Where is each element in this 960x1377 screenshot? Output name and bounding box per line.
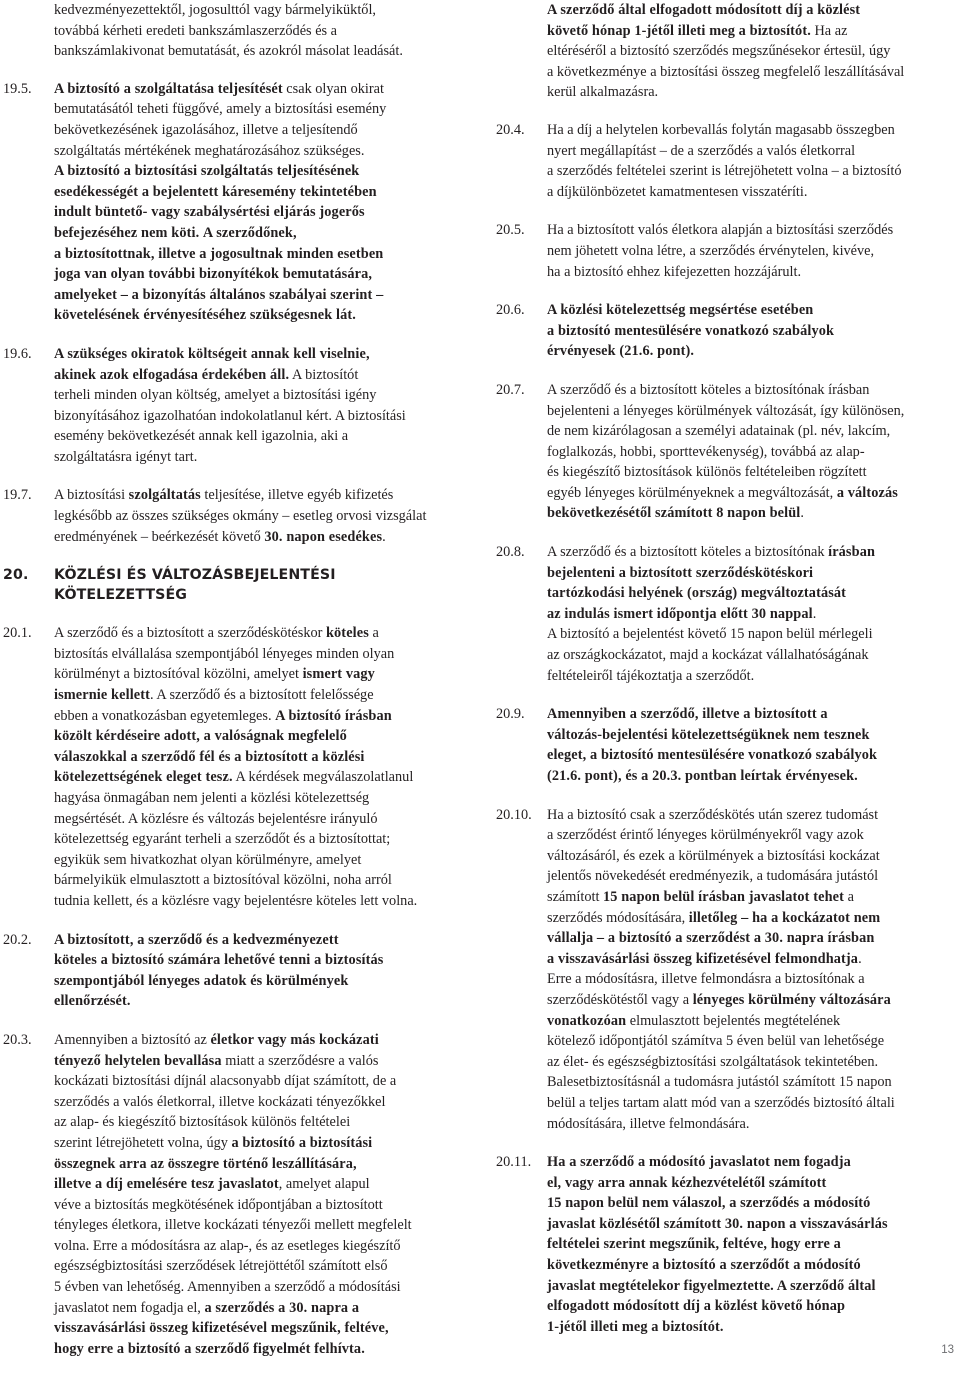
continued-paragraph: [496, 0, 958, 103]
section-20-7: [496, 380, 958, 524]
section-heading-20: [0, 565, 470, 605]
bold-text-run: A szerződőnek,: [202, 224, 297, 241]
section-20-6: [496, 300, 958, 362]
bold-text-run: a biztosítottnak, illetve a jogosultnak minden esetben: [54, 245, 384, 262]
text-run: szerződés módosítására,: [547, 909, 689, 926]
text-run: az élet- és egészségbiztosítási szolgáltatások tekintetében.: [547, 1053, 879, 1070]
bold-text-run: szolgáltatás: [128, 487, 201, 504]
text-run: bankszámlakivonat bemutatását, és azokról másolat leadását.: [54, 43, 403, 60]
bold-text-run: vállalja – a biztosító a szerződést a 30. napra írásban: [547, 930, 875, 947]
bold-text-run: 15 napon belül írásban javaslatot tehet: [603, 888, 844, 905]
text-run: kötelező időpontjától számítva 5 éven belül van lehetősége: [547, 1033, 885, 1050]
text-run: esemény bekövetkezését annak kell igazolnia, aki a: [54, 428, 349, 445]
text-run: Balesetbiztosításnál a tudomásra jutástól számított 15 napon: [547, 1074, 892, 1091]
text-run: Ha a biztosító csak a szerződéskötés után szerez tudomást: [547, 806, 879, 823]
section-number: 20.11.: [496, 1154, 532, 1171]
text-run: szerint létrejöhetett volna, úgy: [54, 1134, 232, 1151]
text-run: szolgáltatás mértékének meghatározásához szükséges.: [54, 142, 365, 159]
text-run: ha a biztosító ehhez kifejezetten hozzájárult.: [547, 263, 802, 280]
bold-text-run: javaslat megtételekor figyelmeztette. A szerződő által: [547, 1277, 876, 1294]
paragraph-text: [54, 344, 470, 468]
text-run: A szerződő és a biztosított köteles a biztosítónak: [547, 544, 829, 561]
text-run: Ha az: [810, 22, 848, 39]
bold-text-run: joga van olyan további bizonyítékok bemutatására,: [54, 266, 373, 283]
text-run: a szerződés feltételei szerint is létrejöhetett volna – a biztosító: [547, 163, 902, 180]
bold-text-run: ismernie kellett: [54, 687, 151, 704]
text-run: a: [368, 625, 379, 642]
bold-text-run: A biztosított, a szerződő és a kedvezményezett: [54, 931, 339, 948]
text-run: egyikük sem hivatkozhat olyan körülményre, amelyet: [54, 851, 362, 868]
text-run: Erre a módosításra, illetve felmondásra a biztosítónak a: [547, 971, 865, 988]
text-run: bemutatásától teheti függővé, amely a biztosítási esemény: [54, 101, 387, 118]
paragraph-text: [54, 1030, 470, 1360]
text-run: szolgáltatásra igényt tart.: [54, 448, 198, 465]
bold-text-run: követelésének érvényesítéséhez szükségesnek lát.: [54, 307, 356, 324]
text-run: jelentős növekedését eredményezik, a tudomására jutástól: [547, 868, 879, 885]
text-run: terheli minden olyan költség, amelyet a biztosítási igény: [54, 387, 377, 404]
bold-text-run: feltételei szerint megszűnik, feltéve, hogy erre a: [547, 1236, 841, 1253]
text-run: véve a biztosítás megkötésének időpontjában a biztosított: [54, 1196, 383, 1213]
text-run: számított: [547, 888, 603, 905]
bold-text-run: A biztosító a biztosítási szolgáltatás teljesítésének: [54, 163, 360, 180]
section-number: 19.6.: [3, 345, 32, 362]
text-run: bizonyításához igazolhatóan indokolatlanul kért. A biztosítási: [54, 407, 406, 424]
text-run: nyert megállapítást – de a szerződés a valós életkorral: [547, 142, 856, 159]
section-20-3: [0, 1030, 470, 1360]
paragraph-text: [547, 0, 958, 103]
bold-text-run: közölt kérdéseire adott, a valóságnak megfelelő: [54, 728, 347, 745]
text-run: A biztosító a bejelentést követő 15 napon belül mérlegeli: [547, 626, 873, 643]
text-run: bármelyikük elmulasztott a biztosítóval közölni, noha arról: [54, 872, 392, 889]
bold-text-run: ellenőrzését.: [54, 993, 131, 1010]
section-number: 20.6.: [496, 302, 525, 319]
bold-text-run: lényeges körülmény változására: [692, 991, 891, 1008]
paragraph-text: [547, 120, 958, 202]
page-number: 13: [941, 1344, 954, 1356]
heading-title: KÖZLÉSI ÉS VÁLTOZÁSBEJELENTÉSI KÖTELEZETTSÉG: [54, 567, 336, 604]
text-run: miatt a szerződésre a valós: [221, 1052, 379, 1069]
bold-text-run: a visszavásárlási összeg kifizetésével felmondhatja: [547, 950, 859, 967]
paragraph-text: [547, 300, 958, 362]
text-run: a: [844, 888, 854, 905]
text-run: .: [382, 528, 386, 545]
bold-text-run: A közlési kötelezettség megsértése esetében: [547, 302, 814, 319]
section-number: 20.1.: [3, 625, 32, 642]
section-number: 20.8.: [496, 544, 525, 561]
text-run: Amennyiben a biztosító az: [54, 1031, 211, 1048]
bold-text-run: Ha a szerződő a módosító javaslatot nem fogadja: [547, 1154, 851, 1171]
bold-text-run: akinek azok elfogadása érdekében áll.: [54, 366, 290, 383]
paragraph-text: [54, 930, 470, 1012]
bold-text-run: bekövetkezésétől számított 8 napon belül: [547, 505, 801, 522]
text-run: eltéréséről a biztosító szerződés megszűnésekor értesül, úgy: [547, 43, 891, 60]
continued-paragraph: [0, 0, 470, 62]
text-run: A biztosítót: [289, 366, 359, 383]
bold-text-run: köteles: [325, 625, 369, 642]
bold-text-run: hogy erre a biztosító a szerződő figyelmét felhívta.: [54, 1340, 365, 1357]
left-column: [0, 0, 470, 1377]
section-number: 20.3.: [3, 1031, 32, 1048]
text-run: A biztosítási: [54, 487, 129, 504]
bold-text-run: A szükséges okiratok költségeit annak kell viselnie,: [54, 345, 370, 362]
bold-text-run: A biztosító a szolgáltatása teljesítését: [54, 80, 283, 97]
bold-text-run: el, vagy arra annak kézhezvételétől számított: [547, 1174, 827, 1191]
bold-text-run: amelyeket – a bizonyítás általános szabályai szerint –: [54, 286, 384, 303]
text-run: hagyása önmagában nem jelenti a közlési kötelezettség: [54, 790, 370, 806]
text-run: továbbá kérheti eredeti bankszámlaszerződés és a: [54, 22, 338, 39]
paragraph-text: [547, 220, 958, 282]
text-run: a következménye a biztosítási összeg megfelelő leszállításával: [547, 63, 905, 80]
text-run: bekövetkezésének igazolásához, illetve a teljesítendő: [54, 121, 358, 138]
section-number: 20.10.: [496, 806, 532, 823]
bold-text-run: vonatkozóan: [547, 1012, 627, 1029]
paragraph-text: [547, 380, 958, 524]
text-run: tudnia kellett, és a közlésre vagy bejelentésre köteles lett volna.: [54, 892, 418, 909]
bold-text-run: A biztosító írásban: [275, 707, 392, 724]
text-run: kötelezettség egyaránt terheli a szerződőt és a biztosítottat;: [54, 831, 391, 848]
paragraph-text: [547, 805, 958, 1135]
bold-text-run: a szerződés a 30. napra a: [204, 1299, 360, 1316]
bold-text-run: visszavásárlási összeg kifizetésével megszűnik, feltéve,: [54, 1320, 389, 1337]
bold-text-run: indult büntető- vagy szabálysértési eljárás jogerős: [54, 204, 365, 221]
bold-text-run: illetőleg – ha a kockázatot nem: [688, 909, 881, 926]
section-20-11: [496, 1152, 958, 1337]
text-run: változásáról, és ezek a körülmények a biztosítási kockázat: [547, 847, 880, 864]
bold-text-run: a biztosító a biztosítási: [231, 1134, 373, 1151]
heading-number: 20.: [3, 567, 29, 584]
bold-text-run: változás-bejelentési kötelezettségüknek nem tesznek: [547, 726, 870, 743]
bold-text-run: (21.6. pont), és a 20.3. pontban leírtak érvényesek.: [547, 768, 858, 784]
paragraph-text: [547, 1152, 958, 1337]
text-run: szerződéskötéstől vagy a: [547, 991, 693, 1008]
text-run: A szerződő és a biztosított köteles a biztosítónak írásban: [547, 381, 870, 398]
text-run: feltételeiről tájékoztatja a szerződőt.: [547, 667, 755, 684]
text-run: egészségbiztosítási szerződések létrejöttétől számított első: [54, 1258, 388, 1275]
bold-text-run: esedékességét a bejelentett káresemény tekintetében: [54, 183, 377, 200]
section-20-5: [496, 220, 958, 282]
bold-text-run: 30. napon esedékes: [264, 528, 383, 545]
text-run: A szerződő és a biztosított a szerződéskötéskor: [54, 625, 326, 642]
section-number: 19.5.: [3, 80, 32, 97]
section-20-8: [496, 542, 958, 686]
text-run: teljesítése, illetve egyéb kifizetés: [200, 487, 394, 504]
bold-text-run: szempontjából lényeges adatok és körülmények: [54, 972, 349, 989]
text-run: megsértését. A közlésre és változás bejelentésre irányuló: [54, 810, 378, 827]
text-run: , amelyet alapul: [278, 1176, 370, 1193]
text-run: szerződés a valós életkorral, illetve kockázati tényezőkkel: [54, 1093, 386, 1110]
bold-text-run: érvényesek (21.6. pont).: [547, 343, 695, 360]
text-run: de nem kizárólagosan a személyi adatainak (pl. név, lakcím,: [547, 423, 891, 440]
bold-text-run: írásban: [828, 544, 876, 561]
bold-text-run: életkor vagy más kockázati: [210, 1031, 379, 1048]
section-20-10: [496, 805, 958, 1135]
bold-text-run: következményre a biztosító a szerződőt a módosító: [547, 1257, 861, 1274]
section-number: 20.5.: [496, 222, 525, 239]
bold-text-run: tartózkodási helyének (ország) megváltoztatását: [547, 585, 847, 602]
bold-text-run: elfogadott módosított díj a közlést követő hónap: [547, 1298, 846, 1315]
text-run: . A szerződő és a biztosított felelőssége: [150, 687, 374, 704]
bold-text-run: bejelenteni a biztosított szerződéskötéskori: [547, 564, 814, 581]
bold-text-run: a változás: [836, 484, 898, 501]
bold-text-run: befejezéséhez nem köti.: [54, 224, 200, 241]
text-run: bejelenteni a lényeges körülmények változását, így különösen,: [547, 402, 905, 419]
bold-text-run: a biztosító mentesülésére vonatkozó szabályok: [547, 322, 835, 339]
text-run: nem jöhetett volna létre, a szerződés érvénytelen, kivéve,: [547, 242, 875, 259]
paragraph-text: [54, 485, 470, 547]
bold-text-run: eleget, a biztosító mentesülésére vonatkozó szabályok: [547, 747, 878, 764]
paragraph-text: [54, 0, 470, 62]
section-number: 19.7.: [3, 487, 32, 504]
bold-text-run: köteles a biztosító számára lehetővé tenni a biztosítás: [54, 952, 384, 969]
section-20-1: [0, 623, 470, 911]
text-run: Ha a díj a helytelen korbevallás folytán magasabb összegben: [547, 121, 895, 138]
text-run: módosítására, illetve felmondására.: [547, 1115, 750, 1132]
bold-text-run: válaszokkal a szerződő fél és a biztosított a közlési: [54, 748, 365, 765]
text-run: .: [858, 950, 862, 967]
paragraph-text: [54, 623, 470, 911]
bold-text-run: 1-jétől illeti meg a biztosítót.: [547, 1318, 724, 1335]
section-20-9: [496, 704, 958, 786]
paragraph-text: [547, 542, 958, 686]
text-run: az alap- és kiegészítő biztosítások különös feltételei: [54, 1114, 351, 1131]
section-number: 20.7.: [496, 381, 525, 398]
text-run: kerül alkalmazásra.: [547, 84, 659, 101]
bold-text-run: 15 napon belül nem válaszol, a szerződés a módosító: [547, 1195, 871, 1212]
text-run: javaslatot nem fogadja el,: [54, 1299, 205, 1316]
bold-text-run: Amennyiben a szerződő, illetve a biztosított a: [547, 706, 828, 723]
text-run: kedvezményezettektől, jogosulttól vagy bármelyiküktől,: [54, 2, 376, 18]
section-20-4: [496, 120, 958, 202]
section-number: 20.2.: [3, 931, 32, 948]
right-column: [496, 0, 958, 1355]
text-run: a szerződést érintő lényeges körülményekről vagy azok: [547, 827, 864, 844]
text-run: tényleges életkora, illetve kockázati tényezői mellett megfelelt: [54, 1217, 412, 1234]
bold-text-run: ismert vagy: [302, 666, 375, 683]
bold-text-run: A szerződő által elfogadott módosított díj a közlést: [547, 2, 861, 18]
text-run: ebben a vonatkozásban egyetemleges.: [54, 707, 276, 724]
text-run: foglalkozás, hobbi, sporttevékenység), továbbá az alap-: [547, 443, 865, 460]
text-run: volna. Erre a módosításra az alap-, és az esetleges kiegészítő: [54, 1237, 401, 1254]
paragraph-text: [547, 704, 958, 786]
section-19-6: [0, 344, 470, 468]
text-run: egyéb lényeges körülményeknek a megváltozását,: [547, 484, 837, 501]
bold-text-run: az indulás ismert időpontja előtt 30 nappal: [547, 605, 813, 622]
text-run: kockázati biztosítási díjnál alacsonyabb díjat számított, de a: [54, 1073, 397, 1090]
text-run: belül a teljes tartam alatt mód van a szerződés biztosító általi: [547, 1094, 895, 1111]
section-number: 20.4.: [496, 121, 525, 138]
text-run: biztosítás elvállalása szempontjából lényeges minden olyan: [54, 645, 395, 662]
text-run: legkésőbb az összes szükséges okmány – esetleg orvosi vizsgálat: [54, 508, 427, 525]
section-20-2: [0, 930, 470, 1012]
text-run: A kérdések megválaszolatlanul: [232, 769, 414, 786]
bold-text-run: kötelezettségének eleget tesz.: [54, 769, 233, 786]
section-number: 20.9.: [496, 706, 525, 723]
section-19-7: [0, 485, 470, 547]
bold-text-run: követő hónap 1-jétől illeti meg a biztosítót.: [547, 22, 811, 39]
text-run: az országkockázatot, majd a kockázat vállalhatóságának: [547, 647, 869, 664]
text-run: Ha a biztosított valós életkora alapján a biztosítási szerződés: [547, 222, 894, 239]
section-19-5: [0, 79, 470, 326]
text-run: eredményének – beérkezését követő: [54, 528, 265, 545]
paragraph-text: [54, 79, 470, 326]
text-run: .: [800, 505, 804, 522]
text-run: csak olyan okirat: [282, 80, 384, 97]
bold-text-run: javaslat közlésétől számított 30. napon a visszavásárlás: [547, 1215, 888, 1232]
bold-text-run: illetve a díj emelésére tesz javaslatot: [54, 1176, 279, 1193]
text-run: körülményt a biztosítóval közölni, amelyet: [54, 666, 303, 683]
text-run: .: [812, 605, 817, 622]
bold-text-run: összegnek arra az összegre történő leszállítására,: [54, 1155, 357, 1172]
text-run: és kiegészítő biztosítások különös feltételeiben rögzített: [547, 464, 867, 481]
text-run: elmulasztott bejelentés megtételének: [626, 1012, 841, 1029]
text-run: 5 évben van lehetőség. Amennyiben a szerződő a módosítási: [54, 1279, 401, 1296]
bold-text-run: tényező helytelen bevallása: [54, 1052, 222, 1069]
text-run: a díjkülönbözetet kamatmentesen visszatéríti.: [547, 183, 808, 200]
